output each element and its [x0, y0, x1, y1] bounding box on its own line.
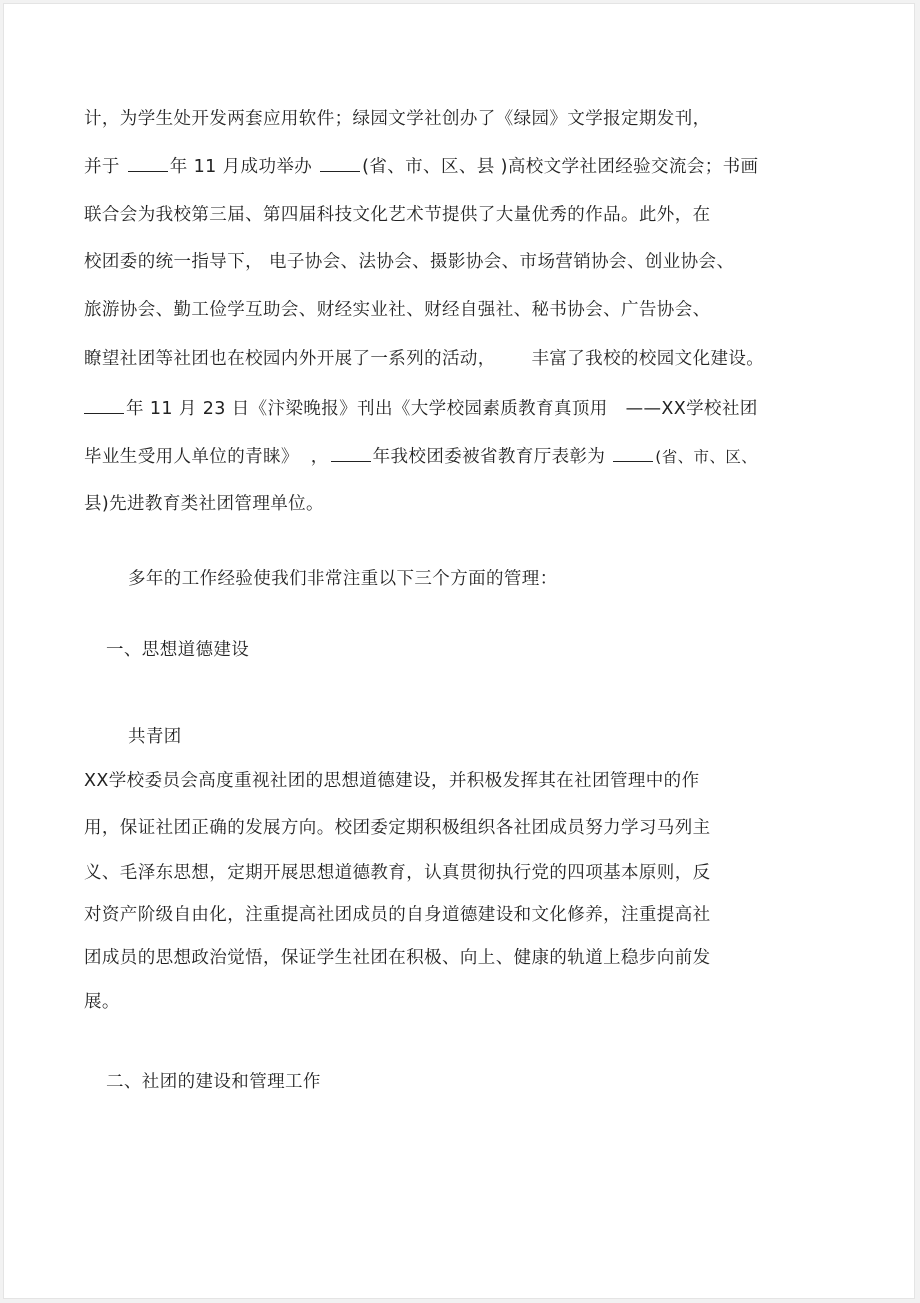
fill-blank: [128, 154, 168, 172]
paragraph-line: 展。: [84, 992, 120, 1012]
intro-line: 多年的工作经验使我们非常注重以下三个方面的管理：: [128, 569, 558, 589]
section-subheading: 共青团: [128, 727, 182, 747]
paragraph-line: 毕业生受用人单位的青睐》 ， 年我校团委被省教育厅表彰为 (省、市、区、: [84, 444, 757, 469]
paragraph-line: 团成员的思想政治觉悟，保证学生社团在积极、向上、健康的轨道上稳步向前发: [84, 948, 711, 968]
fill-blank: [320, 154, 360, 172]
paragraph-line: 校团委的统一指导下， 电子协会、法协会、摄影协会、市场营销协会、创业协会、: [84, 252, 735, 272]
paragraph-line: 对资产阶级自由化，注重提高社团成员的自身道德建设和文化修养，注重提高社: [84, 905, 711, 925]
document-page: [3, 3, 915, 1299]
fill-blank: [331, 444, 371, 462]
paragraph-line: 计，为学生处开发两套应用软件；绿园文学社创办了《绿园》文学报定期发刊，: [84, 109, 711, 129]
paragraph-line: 联合会为我校第三届、第四届科技文化艺术节提供了大量优秀的作品。此外，在: [84, 205, 711, 225]
section-heading: 二、社团的建设和管理工作: [106, 1072, 321, 1092]
paragraph-line: 义、毛泽东思想，定期开展思想道德教育，认真贯彻执行党的四项基本原则，反: [84, 863, 711, 883]
section-heading: 一、思想道德建设: [106, 640, 250, 660]
paragraph-line: 年 11 月 23 日《汴梁晚报》刊出《大学校园素质教育真顶用 ——XX学校社团: [84, 396, 758, 421]
fill-blank: [613, 444, 653, 462]
paragraph-line: 旅游协会、勤工俭学互助会、财经实业社、财经自强社、秘书协会、广告协会、: [84, 300, 711, 320]
paragraph-line: 用，保证社团正确的发展方向。校团委定期积极组织各社团成员努力学习马列主: [84, 818, 711, 838]
paragraph-line: XX学校委员会高度重视社团的思想道德建设，并积极发挥其在社团管理中的作: [84, 771, 700, 791]
fill-blank: [84, 396, 124, 414]
paragraph-line: 并于 年 11 月成功举办 (省、市、区、县 )高校文学社团经验交流会；书画: [84, 154, 758, 179]
paragraph-line: 瞭望社团等社团也在校园内外开展了一系列的活动， 丰富了我校的校园文化建设。: [84, 349, 765, 369]
paragraph-line: 县)先进教育类社团管理单位。: [84, 494, 324, 514]
